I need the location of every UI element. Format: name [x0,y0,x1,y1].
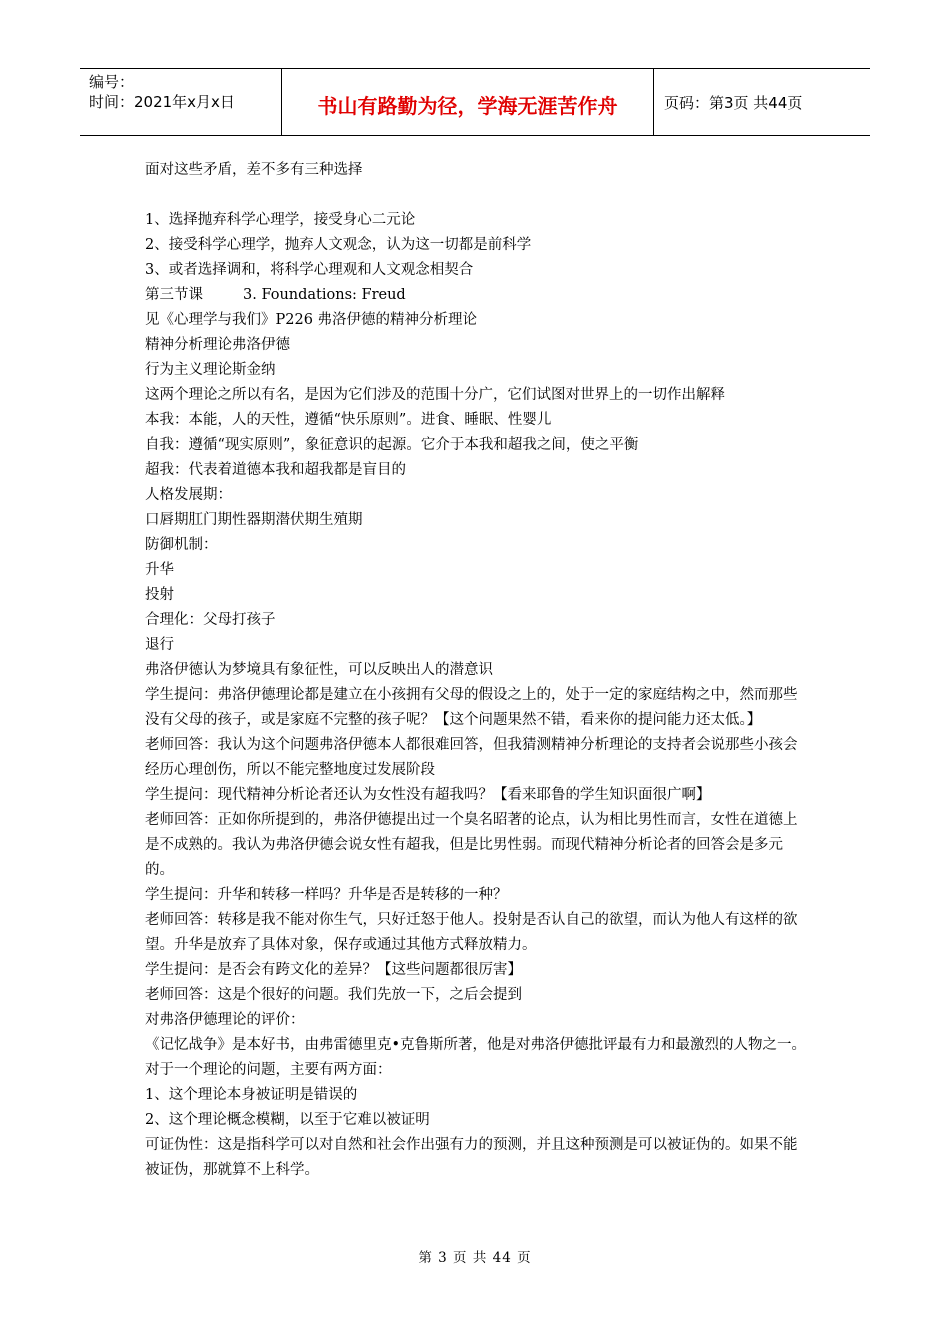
body-line: 2、这个理论概念模糊，以至于它难以被证明 [145,1112,430,1128]
section-heading [145,283,810,308]
header-motto: 书山有路勤为径，学海无涯苦作舟 [282,69,654,135]
document-number-label: 编号： [89,73,135,91]
section-label: 第三节课 [145,287,203,303]
body-line: 老师回答：我认为这个问题弗洛伊德本人都很难回答，但我猜测精神分析理论的支持者会说那些小孩会经历心理创伤，所以不能完整地度过发展阶段 [145,737,798,778]
document-body [145,158,810,1183]
document-date-label: 时间：2021年x月x日 [89,93,235,111]
body-line: 超我：代表着道德本我和超我都是盲目的 [145,462,406,478]
header-meta [80,69,282,135]
body-line: 退行 [145,637,174,653]
body-line: 对于一个理论的问题，主要有两方面： [145,1062,392,1078]
body-line: 弗洛伊德认为梦境具有象征性，可以反映出人的潜意识 [145,662,493,678]
choice-item: 1、选择抛弃科学心理学，接受身心二元论 [145,212,416,228]
body-line: 口唇期肛门期性器期潜伏期生殖期 [145,512,363,528]
intro-paragraph: 面对这些矛盾，差不多有三种选择 [145,162,363,178]
blank-line [145,183,810,208]
body-line: 对弗洛伊德理论的评价： [145,1012,305,1028]
body-line: 老师回答：转移是我不能对你生气，只好迁怒于他人。投射是否认自己的欲望，而认为他人有这样的欲望。升华是放弃了具体对象，保存或通过其他方式释放精力。 [145,912,798,953]
body-line: 行为主义理论斯金纳 [145,362,276,378]
body-line: 《记忆战争》是本好书，由弗雷德里克•克鲁斯所著，他是对弗洛伊德批评最有力和最激烈的人物之一。 [145,1037,807,1053]
body-line: 学生提问：现代精神分析论者还认为女性没有超我吗？【看来耶鲁的学生知识面很广啊】 [145,787,711,803]
page-header [80,68,870,136]
page-footer: 第 3 页 共 44 页 [418,1250,532,1266]
body-line: 自我：遵循“现实原则”，象征意识的起源。它介于本我和超我之间，使之平衡 [145,437,639,453]
choice-item: 3、或者选择调和，将科学心理观和人文观念相契合 [145,262,474,278]
body-line: 精神分析理论弗洛伊德 [145,337,290,353]
body-line: 学生提问：弗洛伊德理论都是建立在小孩拥有父母的假设之上的，处于一定的家庭结构之中，然而那些没有父母的孩子，或是家庭不完整的孩子呢？【这个问题果然不错，看来你的提问能力还太低。】 [145,687,798,728]
body-line: 见《心理学与我们》P226 弗洛伊德的精神分析理论 [145,312,478,328]
body-line: 投射 [145,587,174,603]
header-page-label: 页码：第3页 共44页 [664,93,803,112]
section-title: 3. Foundations: Freud [243,287,406,303]
body-line: 学生提问：升华和转移一样吗？升华是否是转移的一种？ [145,887,508,903]
choice-item: 2、接受科学心理学，抛弃人文观念，认为这一切都是前科学 [145,237,532,253]
body-line: 人格发展期： [145,487,232,503]
body-line: 这两个理论之所以有名，是因为它们涉及的范围十分广，它们试图对世界上的一切作出解释 [145,387,725,403]
body-line: 本我：本能，人的天性，遵循“快乐原则”。进食、睡眠、性婴儿 [145,412,552,428]
body-line: 升华 [145,562,174,578]
body-line: 1、这个理论本身被证明是错误的 [145,1087,358,1103]
body-line: 防御机制： [145,537,218,553]
body-line: 合理化：父母打孩子 [145,612,276,628]
body-line: 学生提问：是否会有跨文化的差异？【这些问题都很厉害】 [145,962,522,978]
body-line: 可证伪性：这是指科学可以对自然和社会作出强有力的预测，并且这种预测是可以被证伪的。如果不能被证伪，那就算不上科学。 [145,1137,798,1178]
body-line: 老师回答：正如你所提到的，弗洛伊德提出过一个臭名昭著的论点，认为相比男性而言，女性在道德上是不成熟的。我认为弗洛伊德会说女性有超我，但是比男性弱。而现代精神分析论者的回答会是多元的。 [145,812,798,878]
body-line: 老师回答：这是个很好的问题。我们先放一下，之后会提到 [145,987,522,1003]
